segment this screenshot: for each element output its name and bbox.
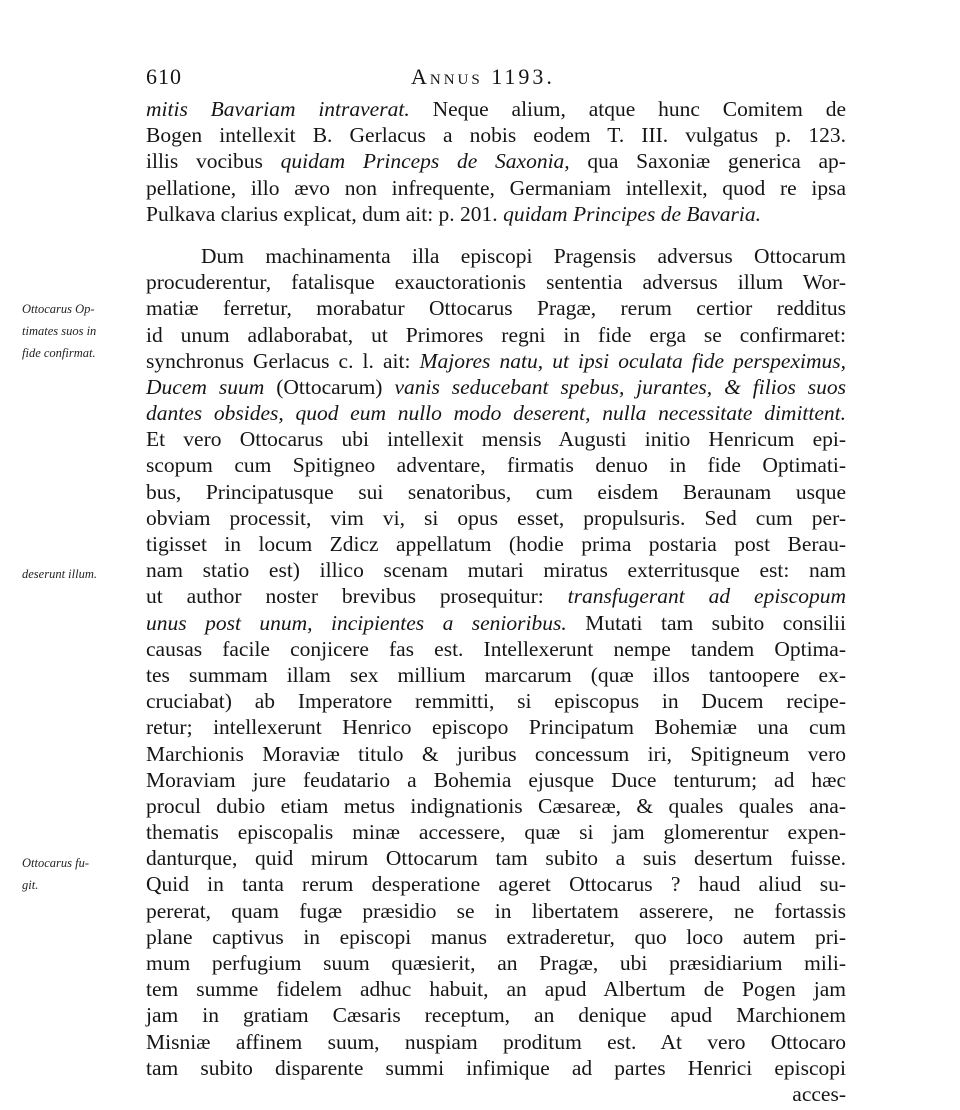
roman-text: cruciabat) ab Imperatore remmitti, si episcopus in Ducem recipe- xyxy=(146,689,846,714)
text-line xyxy=(146,583,846,609)
text-line xyxy=(146,452,846,478)
italic-text: unus post unum, incipientes a senioribus. xyxy=(146,610,567,635)
italic-text: transfugerant ad episcopum xyxy=(567,584,846,609)
page-header xyxy=(146,64,846,94)
text-line xyxy=(146,269,846,295)
margin-note-line: timates suos in xyxy=(22,324,97,338)
text-line xyxy=(146,348,846,374)
roman-text: jam in gratiam Cæsaris receptum, an denique apud Marchionem xyxy=(146,1003,846,1028)
roman-text: Neque alium, atque hunc Comitem de xyxy=(409,97,846,121)
margin-note-line: fide confirmat. xyxy=(22,346,96,360)
roman-text: thematis episcopalis minæ accessere, quæ si jam glomerentur expen- xyxy=(146,820,846,845)
text-line xyxy=(146,531,846,557)
roman-text: Bogen intellexit B. Gerlacus a nobis eodem T. III. vulgatus p. 123. xyxy=(146,123,846,148)
roman-text: illis vocibus xyxy=(146,149,281,174)
text-line xyxy=(146,610,846,636)
roman-text: Marchionis Moraviæ titulo & juribus concessum iri, Spitigneum vero xyxy=(146,741,846,766)
roman-text: retur; intellexerunt Henrico episcopo Principatum Bohemiæ una cum xyxy=(146,715,846,740)
roman-text: Misniæ affinem suum, nuspiam proditum est. At vero Ottocaro xyxy=(146,1029,846,1054)
italic-text: Majores natu, ut ipsi oculata fide perspeximus, xyxy=(419,348,846,373)
roman-text: bus, Principatusque sui senatoribus, cum eisdem Beraunam usque xyxy=(146,479,846,504)
text-line xyxy=(146,175,846,201)
text-line xyxy=(146,374,846,400)
roman-text: Quid in tanta rerum desperatione ageret Ottocarus ? haud aliud su- xyxy=(146,872,846,897)
roman-text: tem summe fidelem adhuc habuit, an apud Albertum de Pogen jam xyxy=(146,977,846,1002)
roman-text: obviam processit, vim vi, si opus esset, propulsuris. Sed cum per- xyxy=(146,505,846,530)
italic-text: dantes obsides, quod eum nullo modo deserent, nulla necessitate dimittent. xyxy=(146,401,846,426)
text-line xyxy=(146,479,846,505)
roman-text: danturque, quid mirum Ottocarum tam subito a suis desertum fuisse. xyxy=(146,846,846,871)
roman-text: pellatione, illo ævo non infrequente, Germaniam intellexit, quod re ipsa xyxy=(146,175,846,200)
roman-text: mum perfugium suum quæsierit, an Pragæ, ubi præsidiarium mili- xyxy=(146,951,846,975)
text-line xyxy=(146,976,846,1002)
margin-note-optimates xyxy=(22,298,140,364)
margin-note-line: Ottocarus fu- xyxy=(22,856,90,870)
italic-text: quidam Principes de Bavaria. xyxy=(503,201,762,226)
text-line xyxy=(146,426,846,452)
text-line xyxy=(146,636,846,662)
margin-note-line: Ottocarus Op- xyxy=(22,302,95,316)
text-line xyxy=(146,1029,846,1055)
text-line xyxy=(146,819,846,845)
roman-text: matiæ ferretur, morabatur Ottocarus Pragæ, rerum certior redditus xyxy=(146,296,846,321)
text-line xyxy=(146,122,846,148)
roman-text: qua Saxoniæ generica ap- xyxy=(569,149,846,174)
text-line xyxy=(146,793,846,819)
roman-text: procul dubio etiam metus indignationis Cæsareæ, & quales quales ana- xyxy=(146,793,846,818)
text-line xyxy=(146,96,846,122)
roman-text: Pulkava clarius explicat, dum ait: p. 201. xyxy=(146,201,504,226)
roman-text: nam statio est) illico scenam mutari miratus exterritusque est: nam xyxy=(146,558,846,583)
roman-text: ut author noster brevibus prosequitur: xyxy=(146,584,568,609)
roman-text: scopum cum Spitigneo adventare, firmatis denuo in fide Optimati- xyxy=(146,453,846,478)
roman-text: causas facile conjicere fas est. Intellexerunt nempe tandem Optima- xyxy=(146,636,846,661)
text-line xyxy=(146,741,846,767)
text-line xyxy=(146,924,846,950)
text-line xyxy=(146,1002,846,1028)
italic-text: vanis seducebant spebus, jurantes, & filios suos xyxy=(394,374,846,399)
roman-text: Et vero Ottocarus ubi intellexit mensis Augusti initio Henricum epi- xyxy=(146,427,846,452)
paragraph-1 xyxy=(146,96,846,227)
italic-text: quidam Princeps de Saxonia, xyxy=(280,149,570,174)
text-line xyxy=(146,898,846,924)
margin-note-deserunt xyxy=(22,563,140,585)
text-line xyxy=(146,243,846,269)
text-line xyxy=(146,950,846,976)
text-line xyxy=(146,505,846,531)
text-line xyxy=(146,295,846,321)
text-line xyxy=(146,688,846,714)
text-line xyxy=(146,1055,846,1081)
catchword: acces- xyxy=(792,1081,846,1106)
text-line xyxy=(146,148,846,174)
text-line xyxy=(146,322,846,348)
margin-note-line: git. xyxy=(22,878,39,892)
text-line xyxy=(146,400,846,426)
margin-note-fugit xyxy=(22,852,140,896)
roman-text: Moraviam jure feudatario a Bohemia ejusque Duce tenturum; ad hæc xyxy=(146,767,846,792)
italic-text: mitis Bavariam intraverat. xyxy=(146,97,410,121)
roman-text: tam subito disparente summi infimique ad partes Henrici episcopi xyxy=(146,1055,846,1080)
text-line xyxy=(146,845,846,871)
text-line xyxy=(146,714,846,740)
roman-text: plane captivus in episcopi manus extraderetur, quo loco autem pri- xyxy=(146,924,846,949)
body-text xyxy=(146,96,846,1107)
roman-text: Mutati tam subito consilii xyxy=(566,610,847,635)
roman-text: tes summam illam sex millium marcarum (quæ illos tantoopere ex- xyxy=(146,662,846,687)
margin-note-line: deserunt illum. xyxy=(22,567,97,581)
text-line xyxy=(146,871,846,897)
roman-text: id unum adlaborabat, ut Primores regni in fide erga se confirmaret: xyxy=(146,322,846,347)
roman-text: synchronus Gerlacus c. l. ait: xyxy=(146,348,420,373)
roman-text: pererat, quam fugæ præsidio se in libertatem asserere, ne fortassis xyxy=(146,898,846,923)
italic-text: Ducem suum xyxy=(146,374,265,399)
paragraph-2 xyxy=(146,243,846,1081)
text-line xyxy=(146,201,846,227)
roman-text: tigisset in locum Zdicz appellatum (hodie prima postaria post Berau- xyxy=(146,532,846,556)
roman-text: procuderentur, fatalisque exauctorationis sententia adversus illum Wor- xyxy=(146,270,846,295)
roman-text: Dum machinamenta illa episcopi Pragensis adversus Ottocarum xyxy=(201,243,846,268)
running-head: Annus 1193. xyxy=(411,64,555,89)
text-line xyxy=(146,662,846,688)
text-line xyxy=(146,767,846,793)
roman-text: (Ottocarum) xyxy=(264,374,395,399)
page-number: 610 xyxy=(146,64,182,89)
text-line xyxy=(146,557,846,583)
